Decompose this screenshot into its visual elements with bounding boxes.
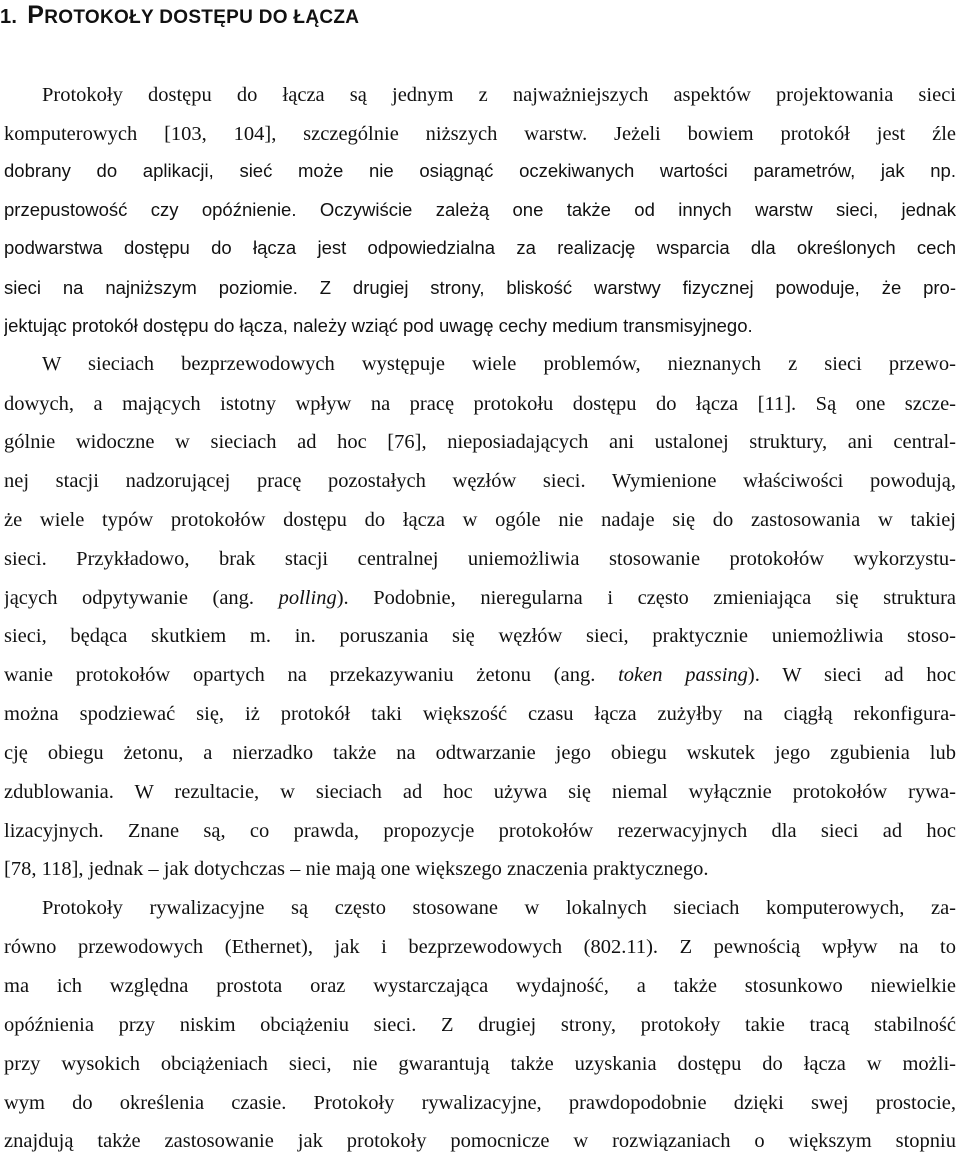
text-line: że wiele typów protokołów dostępu do łącza w ogóle nie nadaje się do zastosowania w takiej bbox=[4, 509, 956, 531]
emphasized-term: token passing bbox=[618, 664, 748, 686]
text-line: W sieciach bezprzewodowych występuje wiele problemów, nieznanych z sieci przewo- bbox=[42, 353, 956, 375]
emphasized-term: polling bbox=[278, 587, 337, 609]
text-fragment: wanie protokołów opartych na przekazywaniu żetonu (ang. bbox=[4, 664, 619, 686]
text-line: przy wysokich obciążeniach sieci, nie gwarantują także uzyskania dostępu do łącza w możli- bbox=[4, 1053, 956, 1075]
text-line bbox=[4, 659, 956, 691]
text-line: [78, 118], jednak – jak dotychczas – nie mają one większego znaczenia praktycznego. bbox=[4, 858, 709, 880]
text-line: komputerowych [103, 104], szczególnie niższych warstw. Jeżeli bowiem protokół jest źle bbox=[4, 123, 956, 145]
text-line: dowych, a mających istotny wpływ na pracę protokołu dostępu do łącza [11]. Są one szcze- bbox=[4, 393, 956, 415]
text-line: przepustowość czy opóźnienie. Oczywiście zależą one także od innych warstw sieci, jednak bbox=[4, 199, 956, 220]
text-line: znajdują także zastosowanie jak protokoły pomocnicze w rozwiązaniach o większym stopniu bbox=[4, 1130, 956, 1152]
text-fragment: ). Podobnie, nieregularna i często zmieniająca się struktura bbox=[336, 587, 956, 609]
text-line: sieci, będąca skutkiem m. in. poruszania się węzłów sieci, praktycznie uniemożliwia stoso- bbox=[4, 625, 956, 647]
text-fragment: ). W sieci ad hoc bbox=[747, 664, 956, 686]
text-line: dobrany do aplikacji, sieć może nie osiągnąć oczekiwanych wartości parametrów, jak np. bbox=[4, 160, 956, 181]
text-line: można spodziewać się, iż protokół taki większość czasu łącza zużyłby na ciągłą rekonfigura- bbox=[4, 703, 956, 725]
section-title: ROTOKOŁY DOSTĘPU DO ŁĄCZA bbox=[44, 7, 360, 28]
text-line: Protokoły rywalizacyjne są często stosowane w lokalnych sieciach komputerowych, za- bbox=[42, 897, 956, 919]
text-line bbox=[4, 582, 956, 614]
text-line: równo przewodowych (Ethernet), jak i bezprzewodowych (802.11). Z pewnością wpływ na to bbox=[4, 936, 956, 958]
text-line: gólnie widoczne w sieciach ad hoc [76], nieposiadających ani ustalonej struktury, ani central- bbox=[4, 431, 956, 453]
text-line: nej stacji nadzorującej pracę pozostałych węzłów sieci. Wymienione właściwości powodują, bbox=[4, 470, 956, 492]
text-line: jektując protokół dostępu do łącza, należy wziąć pod uwagę cechy medium transmisyjnego. bbox=[4, 315, 753, 336]
section-title-initial: P bbox=[27, 1, 45, 29]
text-line: cję obiegu żetonu, a nierzadko także na odtwarzanie jego obiegu wskutek jego zgubienia lub bbox=[4, 742, 956, 764]
section-heading bbox=[0, 0, 359, 30]
text-line: podwarstwa dostępu do łącza jest odpowiedzialna za realizację wsparcia dla określonych cech bbox=[4, 237, 956, 258]
text-line: opóźnienia przy niskim obciążeniu sieci. Z drugiej strony, protokoły takie tracą stabilność bbox=[4, 1014, 956, 1036]
text-line: lizacyjnych. Znane są, co prawda, propozycje protokołów rezerwacyjnych dla sieci ad hoc bbox=[4, 820, 956, 842]
text-fragment: jących odpytywanie (ang. bbox=[4, 587, 279, 609]
text-line: ma ich względna prostota oraz wystarczająca wydajność, a także stosunkowo niewielkie bbox=[4, 975, 956, 997]
section-number: 1. bbox=[0, 6, 18, 28]
text-line: wym do określenia czasie. Protokoły rywalizacyjne, prawdopodobnie dzięki swej prostocie, bbox=[4, 1092, 956, 1114]
text-line: Protokoły dostępu do łącza są jednym z najważniejszych aspektów projektowania sieci bbox=[42, 84, 956, 106]
text-line: zdublowania. W rezultacie, w sieciach ad hoc używa się niemal wyłącznie protokołów rywa- bbox=[4, 781, 956, 803]
text-line: sieci na najniższym poziomie. Z drugiej strony, bliskość warstwy fizycznej powoduje, że pro- bbox=[4, 277, 956, 298]
text-line: sieci. Przykładowo, brak stacji centralnej uniemożliwia stosowanie protokołów wykorzystu- bbox=[4, 548, 956, 570]
